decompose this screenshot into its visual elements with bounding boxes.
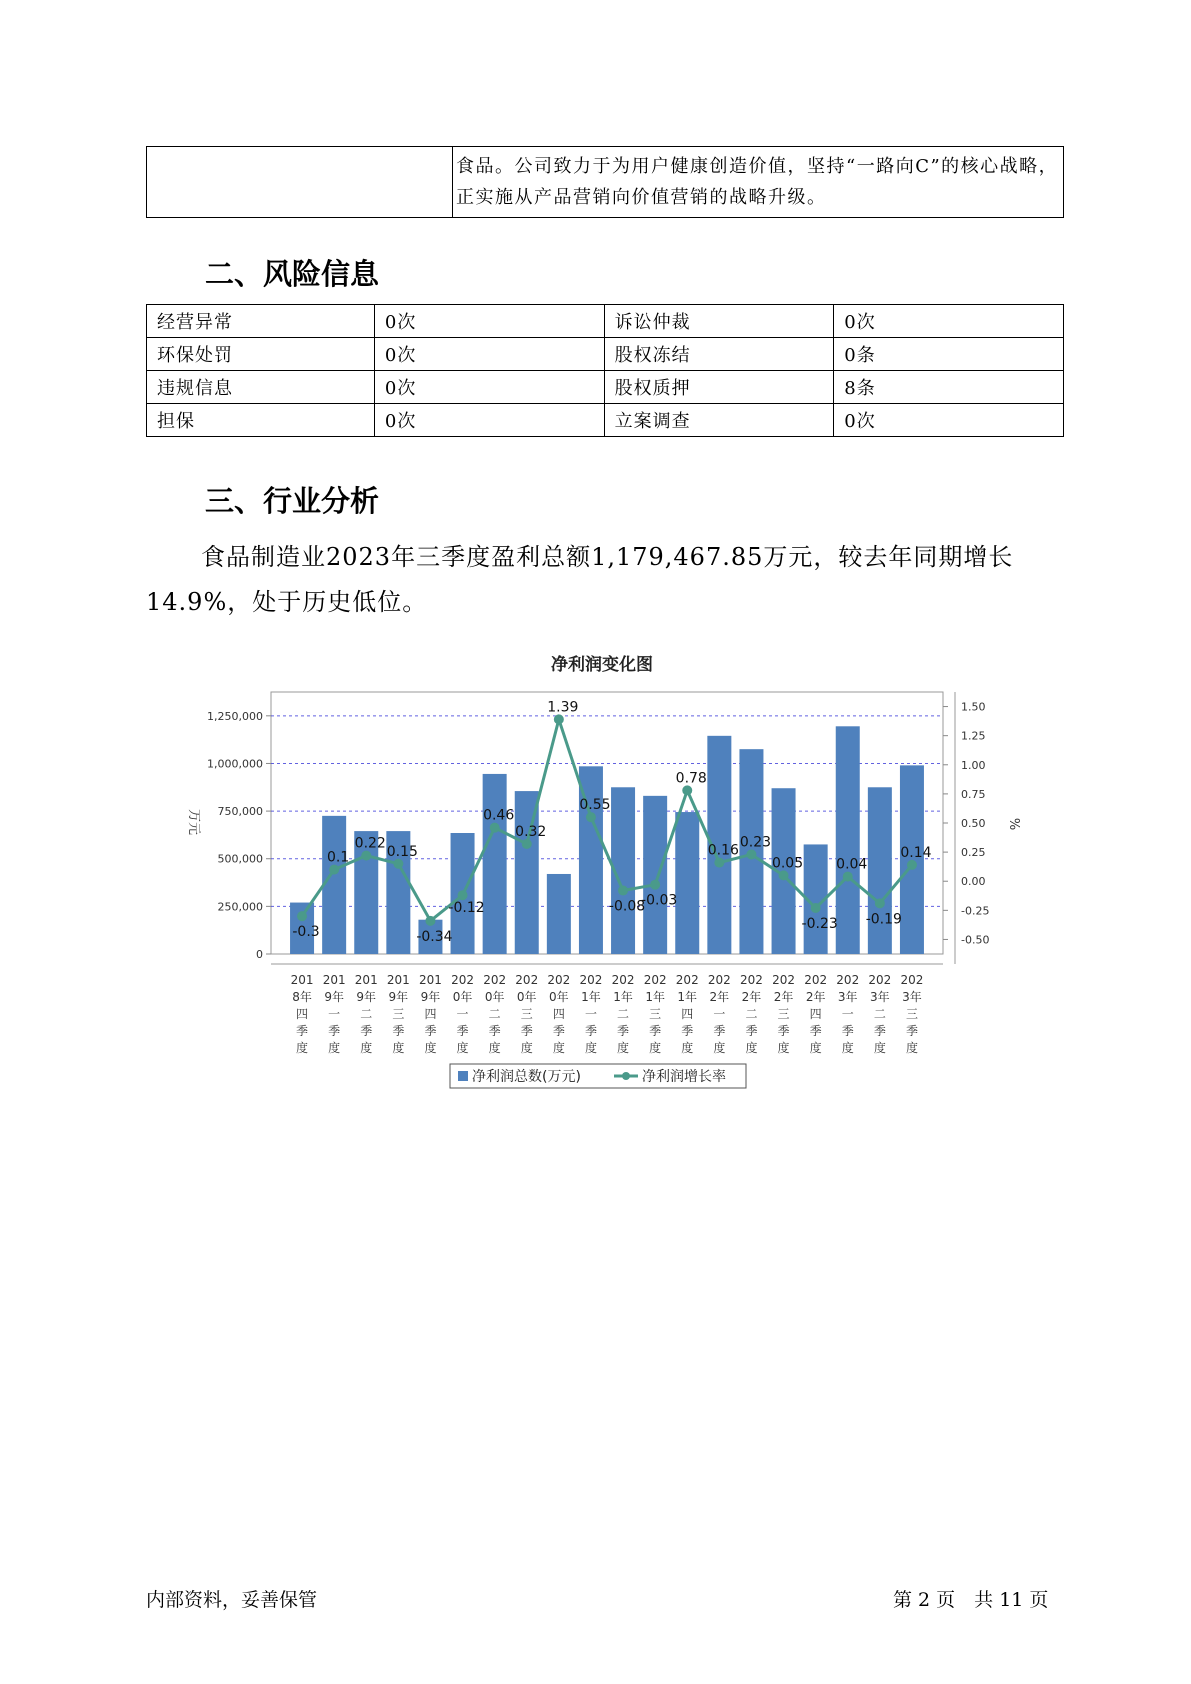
right-tick-label: 0.25: [961, 846, 986, 860]
right-tick-label: 0.75: [961, 787, 986, 801]
net-profit-chart: [0, 640, 1191, 1110]
right-axis-title: %: [1006, 817, 1021, 831]
risk-item-label: 环保处罚: [147, 338, 375, 371]
x-tick-label: 202 2年二季度: [739, 973, 763, 1055]
growth-point: [329, 865, 339, 875]
growth-point: [714, 858, 724, 868]
growth-point: [618, 886, 628, 896]
growth-point: [425, 916, 435, 926]
legend-bar-label: 净利润总数(万元): [472, 1069, 581, 1085]
chart-title: 净利润变化图: [551, 655, 653, 675]
growth-data-label: 0.16: [707, 842, 739, 859]
x-tick-label: 201 9年一季度: [322, 973, 346, 1055]
legend-line-marker: [622, 1072, 630, 1080]
risk-item-label: 经营异常: [147, 305, 375, 338]
risk-item-value: 8条: [834, 371, 1064, 404]
intro-line-2: 正实施从产品营销向价值营销的战略升级。: [456, 187, 827, 208]
growth-data-label: 0.23: [739, 834, 772, 851]
growth-point: [811, 903, 821, 913]
risk-item-label: 立案调查: [604, 404, 834, 437]
risk-table: [146, 304, 1064, 437]
x-tick-label: 202 2年三季度: [772, 973, 796, 1055]
risk-item-value: 0次: [834, 305, 1064, 338]
risk-item-label: 股权质押: [604, 371, 834, 404]
section-title-industry: 三、行业分析: [205, 484, 380, 518]
company-intro-table: [146, 146, 1064, 218]
growth-point: [297, 911, 307, 921]
risk-item-value: 0次: [374, 338, 604, 371]
risk-item-value: 0次: [374, 371, 604, 404]
bar: [643, 796, 667, 954]
growth-point: [361, 851, 371, 861]
growth-data-label: 0.22: [354, 835, 386, 852]
bar: [483, 774, 507, 954]
bar: [868, 787, 892, 954]
risk-row: [147, 404, 1064, 437]
growth-data-label: 0.46: [483, 807, 515, 824]
growth-data-label: 1.39: [547, 699, 579, 716]
growth-point: [746, 849, 756, 859]
growth-point: [650, 880, 660, 890]
right-tick-label: 1.00: [961, 758, 986, 772]
intro-empty-cell: [147, 147, 453, 218]
x-tick-label: 202 0年四季度: [547, 973, 571, 1055]
left-tick-label: 250,000: [217, 900, 263, 914]
x-tick-label: 202 2年一季度: [707, 973, 731, 1055]
growth-data-label: 0.78: [675, 770, 707, 787]
footer-right: 第 2 页 共 11 页: [893, 1589, 1049, 1611]
industry-paragraph: 食品制造业2023年三季度盈利总额1,179,467.85万元，较去年同期增长14.9%，处于历史低位。: [146, 543, 1014, 616]
risk-item-value: 0条: [834, 338, 1064, 371]
x-tick-label: 201 9年四季度: [418, 973, 442, 1055]
growth-data-label: 0.04: [836, 856, 868, 873]
risk-row: [147, 371, 1064, 404]
risk-item-label: 股权冻结: [604, 338, 834, 371]
footer-left: 内部资料，妥善保管: [146, 1589, 318, 1611]
x-tick-label: 202 1年一季度: [579, 973, 603, 1055]
bar: [322, 816, 346, 954]
x-tick-label: 202 0年一季度: [451, 973, 475, 1055]
risk-item-value: 0次: [374, 305, 604, 338]
growth-data-label: 0.15: [386, 843, 418, 860]
x-tick-label: 201 8年四季度: [290, 973, 314, 1055]
x-tick-label: 202 3年二季度: [868, 973, 892, 1055]
risk-row: [147, 338, 1064, 371]
bar: [547, 874, 571, 954]
x-tick-label: 202 1年三季度: [643, 973, 667, 1055]
bar: [675, 812, 699, 954]
x-tick-label: 202 0年三季度: [515, 973, 539, 1055]
x-tick-label: 202 2年四季度: [804, 973, 828, 1055]
intro-text-cell: [453, 147, 1064, 218]
x-tick-label: 201 9年二季度: [354, 973, 378, 1055]
growth-data-label: 0.05: [771, 855, 804, 872]
growth-point: [843, 872, 853, 882]
growth-point: [682, 785, 692, 795]
left-tick-label: 1,250,000: [207, 709, 263, 723]
growth-data-label: -0.34: [416, 928, 453, 945]
right-tick-label: 1.25: [961, 729, 986, 743]
growth-data-label: -0.08: [608, 898, 646, 915]
growth-data-label: 0.32: [515, 823, 547, 840]
left-tick-label: 500,000: [217, 852, 263, 866]
risk-row: [147, 305, 1064, 338]
growth-data-label: -0.3: [292, 924, 320, 941]
left-tick-label: 0: [256, 948, 263, 961]
growth-data-label: -0.03: [641, 892, 678, 909]
right-tick-label: 0.50: [961, 817, 986, 830]
risk-item-label: 诉讼仲裁: [604, 305, 834, 338]
x-tick-label: 202 0年二季度: [483, 973, 507, 1055]
legend-line-label: 净利润增长率: [642, 1069, 726, 1085]
growth-point: [458, 890, 468, 900]
growth-point: [522, 839, 532, 849]
risk-item-label: 违规信息: [147, 371, 375, 404]
risk-item-value: 0次: [374, 404, 604, 437]
x-tick-label: 202 1年四季度: [675, 973, 699, 1055]
section-title-risk: 二、风险信息: [205, 257, 380, 291]
right-tick-label: 1.50: [961, 700, 986, 714]
growth-data-label: 0.14: [900, 844, 932, 861]
growth-data-label: -0.23: [801, 916, 838, 933]
risk-item-value: 0次: [834, 404, 1064, 437]
right-tick-label: -0.25: [961, 904, 990, 918]
left-tick-label: 1,000,000: [207, 757, 263, 771]
x-tick-label: 201 9年三季度: [386, 973, 410, 1055]
x-tick-label: 202 1年二季度: [611, 973, 635, 1055]
legend-bar-swatch: [458, 1071, 468, 1081]
x-tick-label: 202 3年三季度: [900, 973, 924, 1055]
risk-item-label: 担保: [147, 404, 375, 437]
growth-point: [907, 860, 917, 870]
growth-data-label: -0.19: [865, 911, 902, 928]
right-tick-label: -0.50: [961, 933, 990, 947]
growth-point: [554, 714, 564, 724]
right-tick-label: 0.00: [961, 875, 986, 889]
growth-point: [490, 823, 500, 833]
growth-data-label: 0.1: [327, 849, 350, 866]
growth-point: [779, 870, 789, 880]
left-axis-title: 万元: [186, 808, 201, 836]
growth-data-label: -0.12: [448, 900, 485, 917]
x-tick-label: 202 3年一季度: [836, 973, 860, 1055]
growth-point: [393, 859, 403, 869]
growth-point: [875, 898, 885, 908]
growth-point: [586, 812, 596, 822]
intro-line-1: 食品。公司致力于为用户健康创造价值，坚持“一路向C”的核心战略，: [456, 156, 1059, 177]
bar: [836, 726, 860, 954]
growth-data-label: 0.55: [579, 797, 611, 814]
left-tick-label: 750,000: [217, 805, 263, 819]
